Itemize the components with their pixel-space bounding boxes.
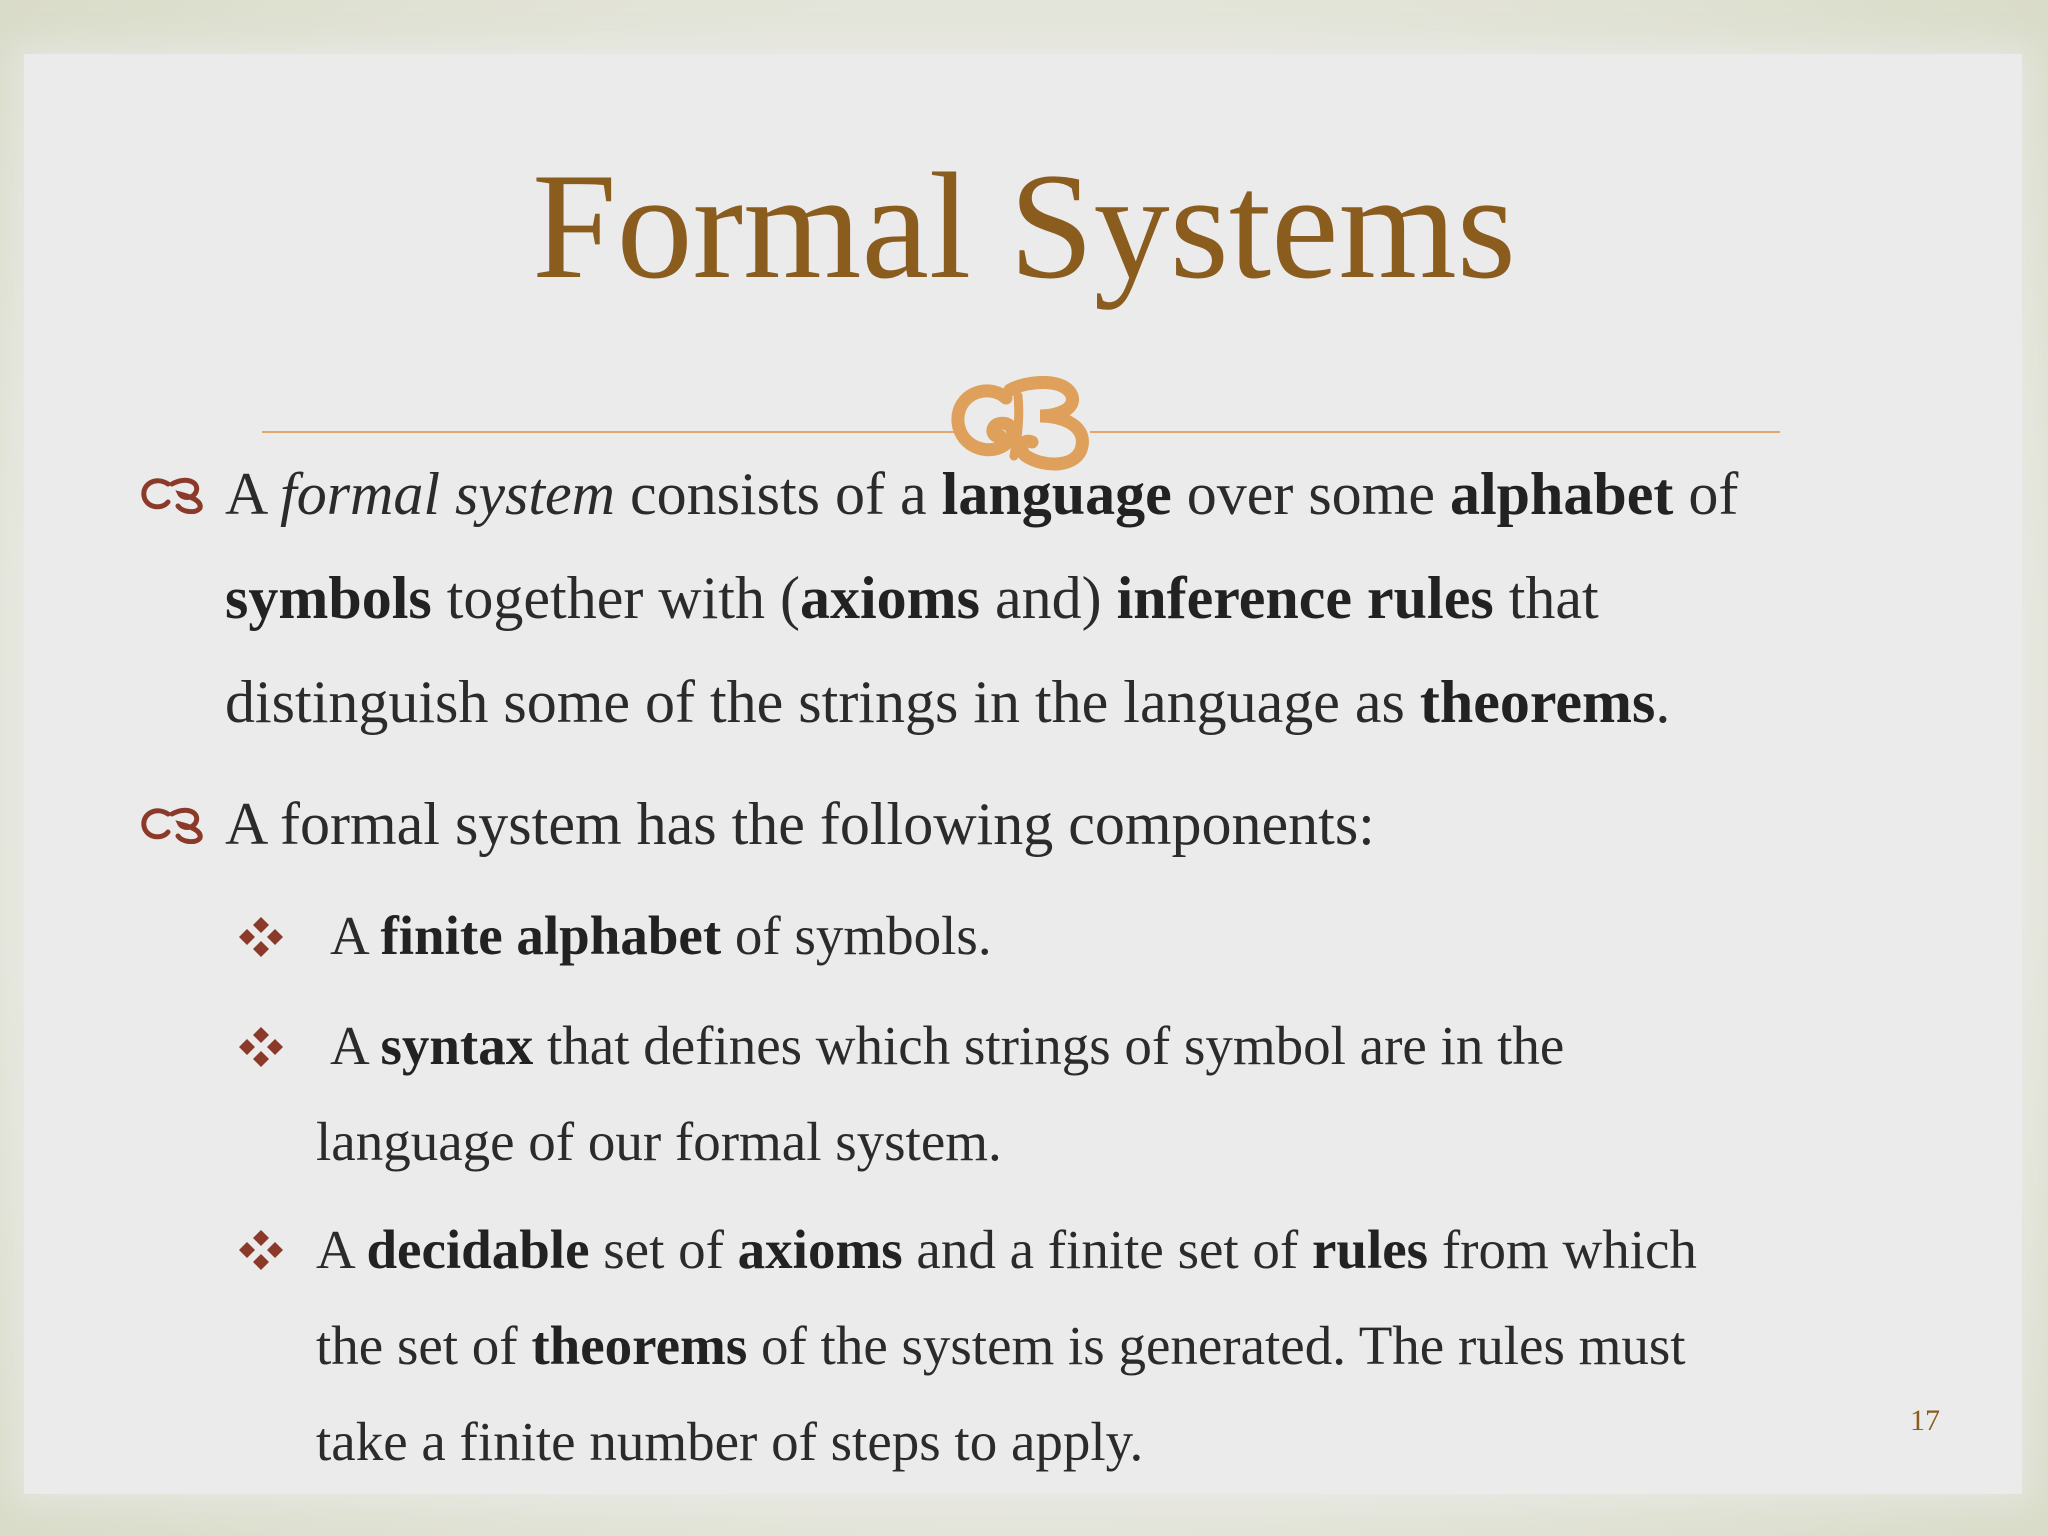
- title-rule-right: [1090, 431, 1780, 433]
- bold-term: alphabet: [1449, 461, 1674, 527]
- bullet-line: [330, 888, 1930, 984]
- bold-term: decidable: [366, 1219, 590, 1280]
- bullet-line: [225, 442, 1925, 546]
- text: A: [225, 461, 281, 527]
- bold-term: rules: [1311, 1219, 1429, 1280]
- diamond-quad-bullet-icon: [236, 1228, 286, 1272]
- text: A formal system has the following components:: [225, 791, 1375, 857]
- text: of: [1673, 461, 1739, 527]
- text: A: [330, 1015, 381, 1076]
- bold-term: theorems: [531, 1315, 748, 1376]
- text: the set of: [316, 1315, 532, 1376]
- text: A: [330, 905, 381, 966]
- bullet-line: [316, 1094, 1916, 1190]
- bullet-line: [225, 650, 1925, 754]
- sub-bullet-item: [316, 1202, 1916, 1490]
- text: language of our formal system.: [316, 1111, 1002, 1172]
- bullet-item: [225, 772, 1925, 876]
- text: of symbols.: [721, 905, 992, 966]
- text: together with (: [431, 565, 800, 631]
- text: .: [1655, 669, 1671, 735]
- page-number: 17: [1910, 1404, 1940, 1437]
- title-rule-left: [262, 431, 962, 433]
- bold-term: syntax: [380, 1015, 534, 1076]
- text: set of: [589, 1219, 738, 1280]
- bullet-line: [316, 998, 1916, 1094]
- text: that: [1493, 565, 1599, 631]
- bullet-line: [225, 546, 1925, 650]
- bullet-line: [316, 1298, 1916, 1394]
- emphasis-text: formal system: [280, 461, 616, 527]
- curl-bullet-icon: [138, 474, 208, 514]
- text: distinguish some of the strings in the language as: [225, 669, 1420, 735]
- bold-term: symbols: [225, 565, 432, 631]
- bullet-line: [316, 1394, 1916, 1490]
- text: over some: [1171, 461, 1450, 527]
- text: consists of a: [615, 461, 942, 527]
- bold-term: theorems: [1419, 669, 1656, 735]
- text: of the system is generated. The rules must: [747, 1315, 1686, 1376]
- sub-bullet-item: [330, 888, 1930, 984]
- text: and): [979, 565, 1117, 631]
- bullet-line: [316, 1202, 1916, 1298]
- sub-bullet-item: [316, 998, 1916, 1190]
- bold-term: inference rules: [1116, 565, 1494, 631]
- bullet-line: [225, 772, 1925, 876]
- bold-term: axioms: [737, 1219, 903, 1280]
- text: A: [316, 1219, 367, 1280]
- text: take a finite number of steps to apply.: [316, 1411, 1144, 1472]
- bold-term: language: [941, 461, 1172, 527]
- bullet-item: [225, 442, 1925, 754]
- text: and a finite set of: [902, 1219, 1312, 1280]
- text: from which: [1428, 1219, 1697, 1280]
- bold-term: axioms: [799, 565, 980, 631]
- diamond-quad-bullet-icon: [236, 1025, 286, 1069]
- text: that defines which strings of symbol are in the: [533, 1015, 1565, 1076]
- slide-title: Formal Systems: [532, 142, 1516, 310]
- bold-term: finite alphabet: [380, 905, 722, 966]
- curl-bullet-icon: [138, 804, 208, 844]
- diamond-quad-bullet-icon: [236, 915, 286, 959]
